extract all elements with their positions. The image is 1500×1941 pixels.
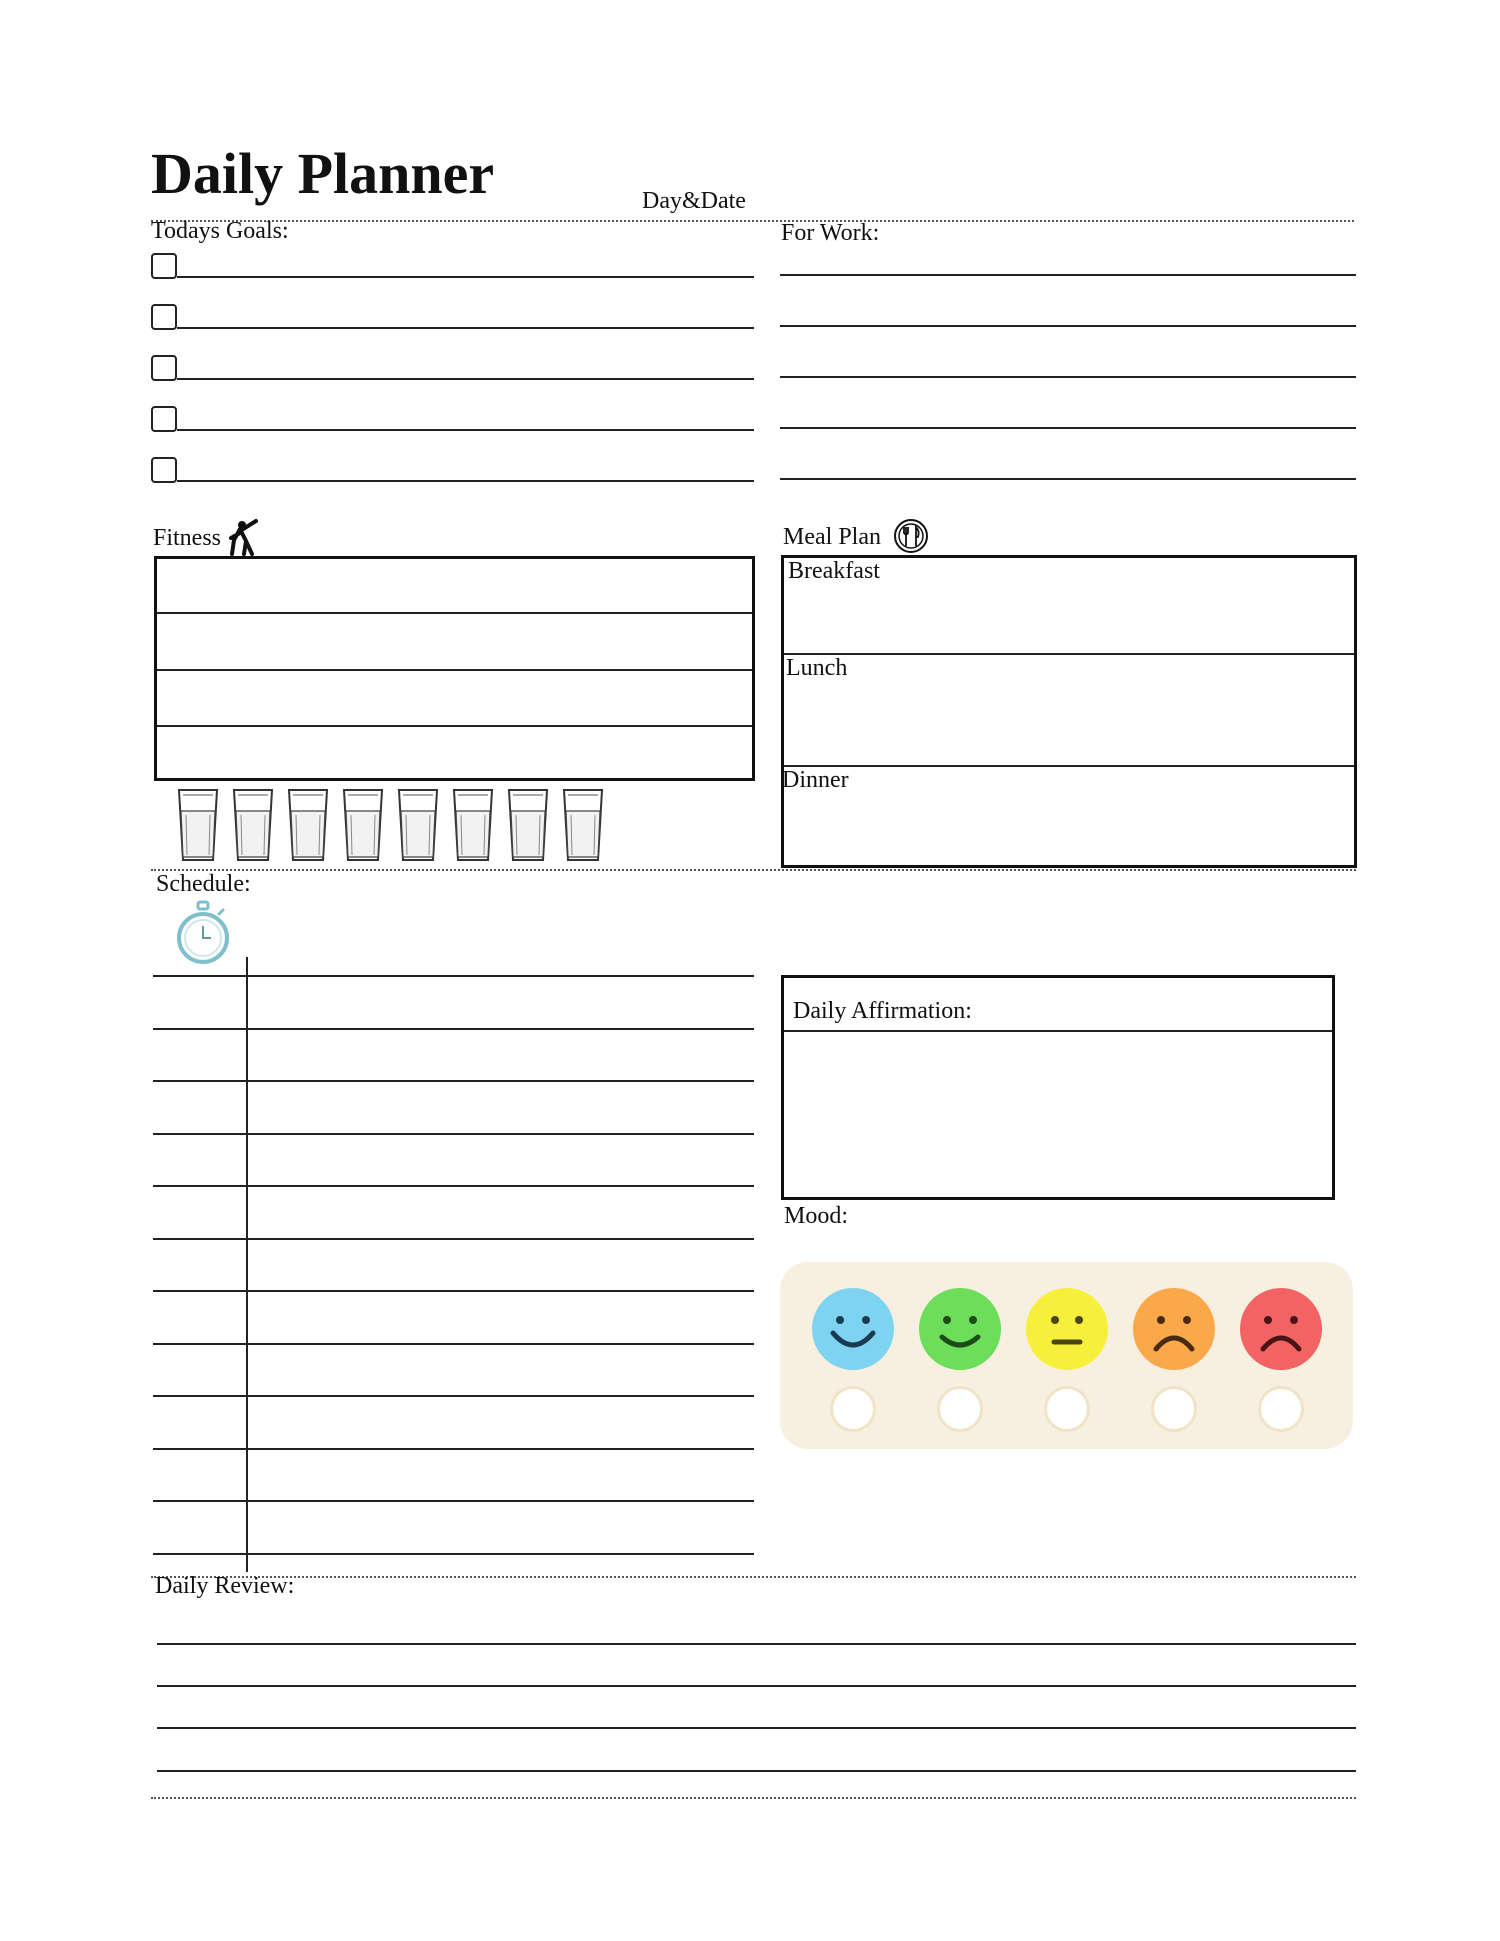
footer-divider bbox=[151, 1797, 1356, 1799]
goals-heading: Todays Goals: bbox=[151, 218, 289, 244]
fitness-box[interactable] bbox=[154, 556, 755, 781]
person-exercise-icon bbox=[228, 518, 262, 561]
goal-checkbox[interactable] bbox=[151, 406, 177, 432]
review-line[interactable] bbox=[157, 1685, 1356, 1687]
sad-face-icon[interactable] bbox=[1132, 1287, 1216, 1371]
schedule-time-divider bbox=[246, 957, 248, 1572]
schedule-row[interactable] bbox=[153, 1448, 754, 1450]
water-glass-icon[interactable] bbox=[231, 787, 275, 868]
work-line[interactable] bbox=[780, 478, 1356, 480]
happy-face-icon[interactable] bbox=[918, 1287, 1002, 1371]
water-glass-icon[interactable] bbox=[341, 787, 385, 868]
work-line[interactable] bbox=[780, 325, 1356, 327]
schedule-row[interactable] bbox=[153, 1133, 754, 1135]
day-date-label: Day&Date bbox=[642, 188, 746, 214]
review-line[interactable] bbox=[157, 1643, 1356, 1645]
meal-label-breakfast: Breakfast bbox=[788, 558, 880, 584]
very-sad-face-icon[interactable] bbox=[1239, 1287, 1323, 1371]
work-line[interactable] bbox=[780, 427, 1356, 429]
work-line[interactable] bbox=[780, 376, 1356, 378]
fitness-heading: Fitness bbox=[153, 525, 222, 551]
affirmation-heading: Daily Affirmation: bbox=[793, 998, 972, 1024]
mood-select-neutral[interactable] bbox=[1044, 1386, 1090, 1432]
schedule-row[interactable] bbox=[153, 1553, 754, 1555]
goal-line[interactable] bbox=[177, 327, 754, 329]
goal-checkbox[interactable] bbox=[151, 457, 177, 483]
review-divider bbox=[151, 1576, 1356, 1578]
water-glass-icon[interactable] bbox=[286, 787, 330, 868]
mood-select-happy[interactable] bbox=[937, 1386, 983, 1432]
mood-select-sad[interactable] bbox=[1151, 1386, 1197, 1432]
goal-line[interactable] bbox=[177, 480, 754, 482]
schedule-row[interactable] bbox=[153, 1500, 754, 1502]
goal-line[interactable] bbox=[177, 378, 754, 380]
schedule-row[interactable] bbox=[153, 1185, 754, 1187]
meal-plan-box[interactable] bbox=[781, 555, 1357, 868]
meal-plan-heading: Meal Plan bbox=[783, 524, 881, 550]
work-heading: For Work: bbox=[781, 220, 880, 246]
goal-checkbox[interactable] bbox=[151, 253, 177, 279]
schedule-heading: Schedule: bbox=[156, 871, 251, 897]
schedule-row[interactable] bbox=[153, 1290, 754, 1292]
stopwatch-icon bbox=[175, 900, 231, 973]
schedule-row[interactable] bbox=[153, 1343, 754, 1345]
neutral-face-icon[interactable] bbox=[1025, 1287, 1109, 1371]
water-glass-icon[interactable] bbox=[396, 787, 440, 868]
fork-knife-icon bbox=[893, 518, 929, 559]
review-line[interactable] bbox=[157, 1727, 1356, 1729]
page-title: Daily Planner bbox=[151, 141, 495, 206]
schedule-row[interactable] bbox=[153, 1395, 754, 1397]
schedule-row[interactable] bbox=[153, 1238, 754, 1240]
mid-divider bbox=[151, 869, 1356, 871]
goal-line[interactable] bbox=[177, 429, 754, 431]
schedule-row[interactable] bbox=[153, 1080, 754, 1082]
goal-line[interactable] bbox=[177, 276, 754, 278]
meal-label-dinner: Dinner bbox=[782, 767, 849, 793]
water-glass-icon[interactable] bbox=[176, 787, 220, 868]
mood-heading: Mood: bbox=[784, 1203, 849, 1229]
water-glass-icon[interactable] bbox=[561, 787, 605, 868]
meal-label-lunch: Lunch bbox=[786, 655, 848, 681]
water-glass-icon[interactable] bbox=[451, 787, 495, 868]
work-line[interactable] bbox=[780, 274, 1356, 276]
header-divider bbox=[151, 220, 1354, 222]
schedule-row[interactable] bbox=[153, 1028, 754, 1030]
schedule-row[interactable] bbox=[153, 975, 754, 977]
water-glass-icon[interactable] bbox=[506, 787, 550, 868]
goal-checkbox[interactable] bbox=[151, 355, 177, 381]
affirmation-box[interactable] bbox=[781, 975, 1335, 1200]
review-line[interactable] bbox=[157, 1770, 1356, 1772]
mood-select-very-happy[interactable] bbox=[830, 1386, 876, 1432]
review-heading: Daily Review: bbox=[155, 1573, 295, 1599]
goal-checkbox[interactable] bbox=[151, 304, 177, 330]
very-happy-face-icon[interactable] bbox=[811, 1287, 895, 1371]
mood-select-very-sad[interactable] bbox=[1258, 1386, 1304, 1432]
